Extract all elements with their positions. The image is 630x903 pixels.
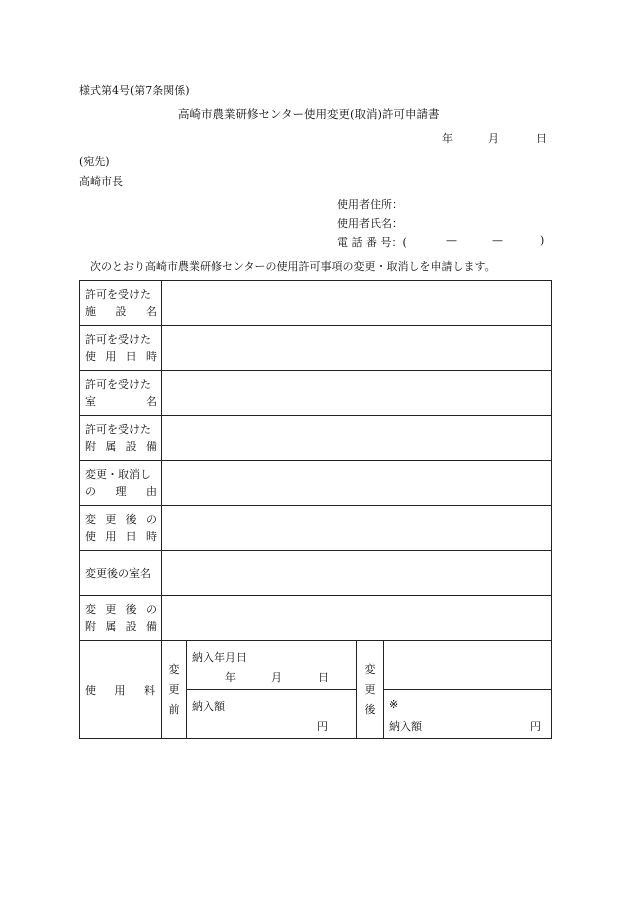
after-char: 更 xyxy=(364,682,376,696)
row-value-field[interactable] xyxy=(162,596,552,641)
row-label-text: 許可を受けた xyxy=(85,423,151,436)
table-row xyxy=(80,461,552,506)
before-char: 変 xyxy=(168,662,180,676)
row-label-text: 備 xyxy=(145,440,157,453)
row-label-text: の xyxy=(145,603,157,616)
row-label-text: 変 xyxy=(85,603,96,616)
payment-year-label: 年 xyxy=(225,671,236,684)
row-label-text: 用 xyxy=(105,530,117,543)
row-label-text: 理 xyxy=(115,485,127,498)
row-label-text: 名 xyxy=(146,395,157,408)
row-label-text: 室 xyxy=(85,395,96,408)
row-label-line xyxy=(85,393,157,410)
row-value-field[interactable] xyxy=(162,416,552,461)
fee-label-char: 用 xyxy=(114,683,126,697)
row-label-text: 用 xyxy=(105,350,117,363)
row-label-line xyxy=(85,528,157,545)
form-number: 様式第4号(第7条関係) xyxy=(79,84,190,97)
after-amount-field[interactable] xyxy=(384,690,552,739)
date-day-label: 日 xyxy=(536,132,547,145)
row-label-text: 時 xyxy=(145,350,157,363)
yen-label: 円 xyxy=(317,720,328,733)
before-char: 更 xyxy=(168,682,180,696)
row-label-line xyxy=(85,466,161,483)
row-label-text: 設 xyxy=(125,620,137,633)
row-label-text: 施 xyxy=(85,305,96,318)
row-value-field[interactable] xyxy=(162,551,552,596)
after-yen-label: 円 xyxy=(530,720,541,733)
table-row xyxy=(80,326,552,371)
after-char: 後 xyxy=(364,702,376,716)
row-label xyxy=(80,371,162,416)
row-label-text: 由 xyxy=(146,485,157,498)
row-value-field[interactable] xyxy=(162,281,552,326)
after-top-field[interactable] xyxy=(384,641,552,690)
note-mark: ※ xyxy=(389,698,399,711)
payment-amount-field[interactable] xyxy=(187,690,357,739)
row-label-text: 変 xyxy=(85,513,96,526)
table-row xyxy=(80,506,552,551)
table-row xyxy=(80,281,552,326)
row-label xyxy=(80,551,162,596)
row-label xyxy=(80,461,162,506)
addressee-label: (宛先) xyxy=(79,155,110,168)
amount-label: 納入額 xyxy=(192,700,225,713)
row-label-text: 備 xyxy=(145,620,157,633)
payment-day-label: 日 xyxy=(318,671,329,684)
row-label-text: 日 xyxy=(125,350,137,363)
row-label-line xyxy=(85,565,161,582)
application-table xyxy=(79,280,552,739)
row-label-text: 日 xyxy=(125,530,137,543)
row-label-text: 更 xyxy=(105,513,117,526)
row-label-line xyxy=(85,421,161,438)
addressee: 高崎市長 xyxy=(79,175,123,188)
row-label-text: 変更・取消し xyxy=(85,468,151,481)
fee-row-top xyxy=(80,641,552,690)
phone-dash-1: — xyxy=(446,234,457,247)
row-value-field[interactable] xyxy=(162,506,552,551)
row-label-text: 時 xyxy=(145,530,157,543)
row-label-line xyxy=(85,286,161,303)
applicant-phone-label: 電 話 番 号：( xyxy=(337,236,407,249)
table-row xyxy=(80,596,552,641)
row-label-text: 使 xyxy=(85,530,96,543)
row-label xyxy=(80,281,162,326)
after-change-label xyxy=(357,641,384,739)
intro-text: 次のとおり高崎市農業研修センターの使用許可事項の変更・取消しを申請します。 xyxy=(90,260,496,273)
row-label-text: 変更後の室名 xyxy=(85,566,151,580)
row-label-text: 許可を受けた xyxy=(85,288,151,301)
phone-close-paren: ) xyxy=(540,234,545,247)
row-label-line xyxy=(85,438,157,455)
row-label-text: 附 xyxy=(85,440,96,453)
page-title: 高崎市農業研修センター使用変更(取消)許可申請書 xyxy=(178,107,440,121)
date-year-label: 年 xyxy=(442,132,453,145)
row-label-text: 属 xyxy=(105,620,117,633)
payment-month-label: 月 xyxy=(271,671,282,684)
row-label-text: 後 xyxy=(125,603,137,616)
row-label-text: 設 xyxy=(125,440,137,453)
applicant-address-label: 使用者住所： xyxy=(337,198,403,211)
date-month-label: 月 xyxy=(488,132,499,145)
row-label xyxy=(80,416,162,461)
row-label-text: 名 xyxy=(146,305,157,318)
row-label-text: 更 xyxy=(105,603,117,616)
row-label-text: の xyxy=(145,513,157,526)
payment-date-label: 納入年月日 xyxy=(192,651,247,664)
row-value-field[interactable] xyxy=(162,461,552,506)
row-label-line xyxy=(85,376,161,393)
row-label-line xyxy=(85,348,157,365)
applicant-name-label: 使用者氏名： xyxy=(337,217,403,230)
row-label-line xyxy=(85,331,161,348)
fee-label-char: 料 xyxy=(144,683,155,697)
row-label-line xyxy=(85,601,157,618)
row-label-line xyxy=(85,511,157,528)
row-label-line xyxy=(85,618,157,635)
row-label-text: 設 xyxy=(115,305,127,318)
table-row xyxy=(80,416,552,461)
payment-date-field[interactable] xyxy=(187,641,357,690)
row-value-field[interactable] xyxy=(162,371,552,416)
row-label-line xyxy=(85,483,157,500)
after-amount-label: 納入額 xyxy=(389,720,422,733)
before-change-label xyxy=(162,641,187,739)
row-label-text: 属 xyxy=(105,440,117,453)
fee-label-cell xyxy=(80,641,162,739)
row-label-text: 附 xyxy=(85,620,96,633)
row-label xyxy=(80,506,162,551)
row-label xyxy=(80,596,162,641)
after-char: 変 xyxy=(364,662,376,676)
row-label-text: 許可を受けた xyxy=(85,378,151,391)
row-value-field[interactable] xyxy=(162,326,552,371)
row-label-text: 許可を受けた xyxy=(85,333,151,346)
before-char: 前 xyxy=(168,702,180,716)
row-label-text: 後 xyxy=(125,513,137,526)
row-label-line xyxy=(85,303,157,320)
fee-label-char: 使 xyxy=(85,683,96,697)
row-label xyxy=(80,326,162,371)
phone-dash-2: — xyxy=(492,234,503,247)
row-label-text: の xyxy=(85,485,96,498)
table-row xyxy=(80,371,552,416)
row-label-text: 使 xyxy=(85,350,96,363)
table-row xyxy=(80,551,552,596)
